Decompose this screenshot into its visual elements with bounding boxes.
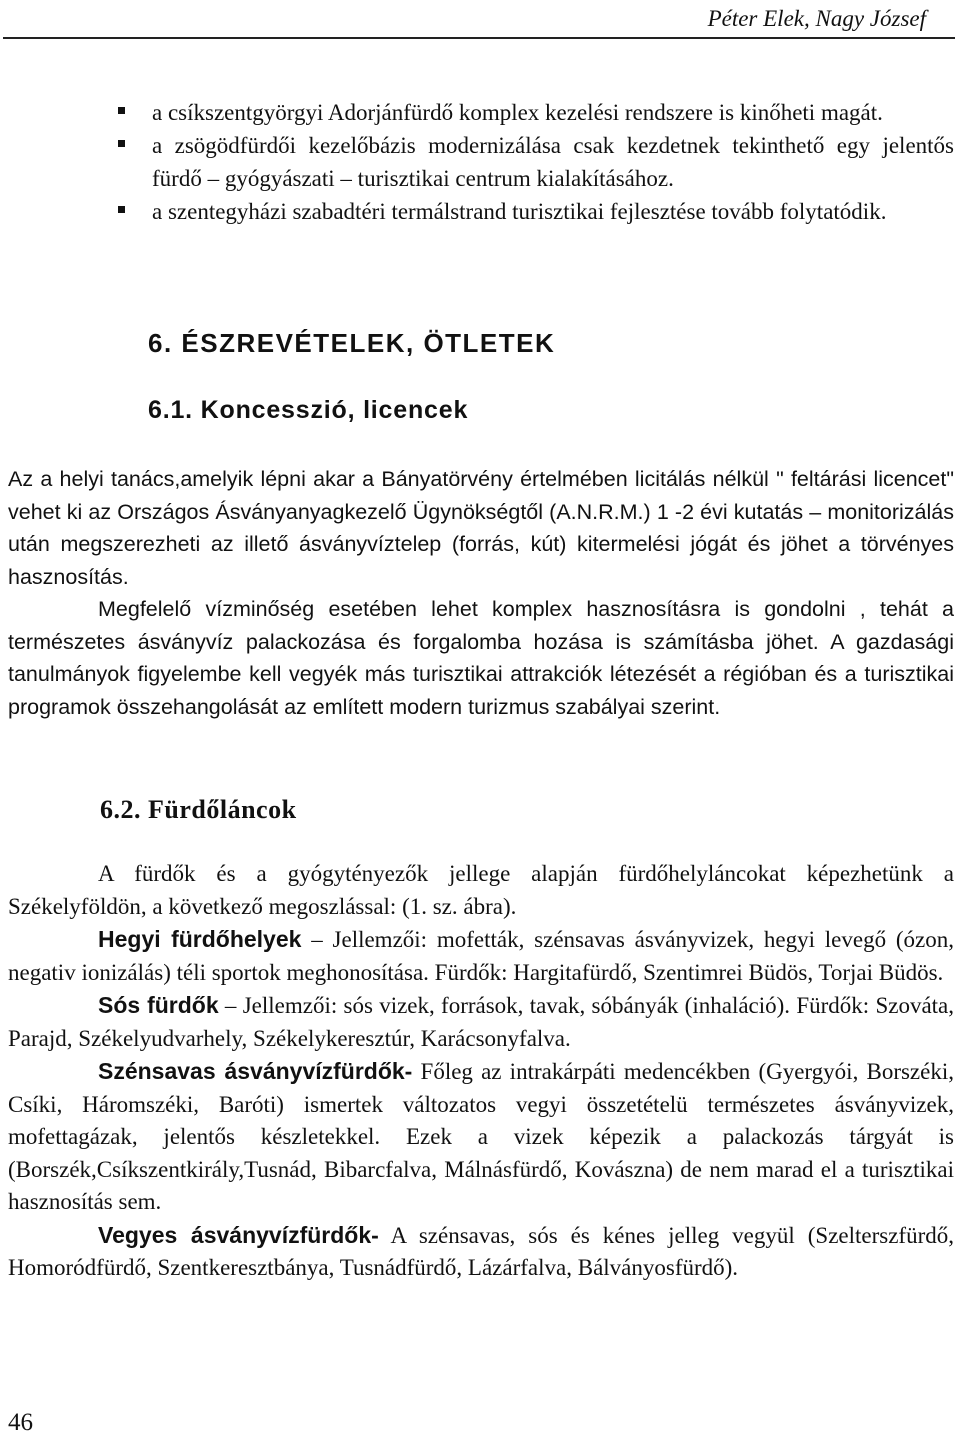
term-text: – Jellemzői: mofetták, szénsavas ásványvizek, hegyi levegő (ózon, negativ ionizálás) téli sportok meghonosítása. Fürdők: Hargitafürdő, Szentimrei Büdös, Torjai Büdös. <box>8 927 954 985</box>
paragraph: Az a helyi tanács,amelyik lépni akar a Bányatörvény értelmében licitálás nélkül " feltárási licencet" vehet ki az Országos Ásványanyagkezelő Ügynökségtől (A.N.R.M.) 1 -2 évi kutatás – monitorizálás után megszerezheti az illető ásványvíztelep (forrás, kút) kitermelési jógát és jöhet a törvényes hasznosítás. <box>8 467 954 589</box>
section-body <box>8 463 954 723</box>
paragraph: Megfelelő vízminőség esetében lehet komplex hasznosításra is gondolni , tehát a természetes ásványvíz palackozása és forgalomba hozása is számításba jöhet. A gazdasági tanulmányok figyelembe kell vegyék más turisztikai attrakciók létezését a régióban és a turisztikai programok összehangolását az említett modern turizmus szabályai szerint. <box>8 597 954 719</box>
subsection-heading: 6.2. Fürdőláncok <box>100 795 297 824</box>
bold-term: Sós fürdők <box>98 992 219 1018</box>
term-text: Főleg az intrakárpáti medencékben (Gyergyói, Borszéki, Csíki, Háromszéki, Baróti) ismertek változatos vegyi összetételü természetes ásványvizek, mofettagázak, jelentős készletekkel. Ezek a vizek képezik a palackozás tárgyát is (Borszék,Csíkszentkirály,Tusnád, Bibarcfalva, Málnásfürdő, Kovászna) de nem marad el a turisztikai hasznosítás sem. <box>8 1059 954 1214</box>
bullet-text: a csíkszentgyörgyi Adorjánfürdő komplex kezelési rendszere is kinőheti magát. <box>152 100 883 125</box>
section-heading: 6. ÉSZREVÉTELEK, ÖTLETEK <box>148 328 556 358</box>
paragraph <box>8 923 954 989</box>
subsection-heading: 6.1. Koncesszió, licencek <box>148 396 469 424</box>
term-text: – Jellemzői: sós vizek, források, tavak, sóbányák (inhaláció). Fürdők: Szováta, Parajd, Székelyudvarhely, Székelykeresztúr, Karácsonyfalva. <box>8 993 954 1051</box>
running-header: Péter Elek, Nagy József <box>707 6 926 31</box>
page-number: 46 <box>8 1409 33 1436</box>
term-text: A szénsavas, sós és kénes jelleg vegyül (Szelterszfürdő, Homoródfürdő, Szentkeresztbánya, Tusnádfürdő, Lázárfalva, Bálványosfürdő). <box>8 1222 954 1280</box>
paragraph: A fürdők és a gyógytényezők jellege alapján fürdőhelyláncokat képezhetünk a Székelyföldön, a következő megoszlással: (1. sz. ábra). <box>8 861 954 919</box>
square-bullet-icon <box>118 206 125 213</box>
bullet-item <box>118 129 954 195</box>
paragraph <box>8 1055 954 1219</box>
paragraph <box>8 1219 954 1285</box>
bullet-list <box>118 96 954 228</box>
bold-term: Hegyi fürdőhelyek <box>98 926 302 952</box>
bullet-text: a zsögödfürdői kezelőbázis modernizálása csak kezdetnek tekinthető egy jelentős fürdő – gyógyászati – turisztikai centrum kialakításához. <box>152 133 954 191</box>
header-rule <box>3 37 955 39</box>
bold-term: Vegyes ásványvízfürdők- <box>98 1221 379 1248</box>
bullet-item <box>118 195 954 228</box>
bullet-item <box>118 96 954 129</box>
section-body <box>8 858 954 1285</box>
bullet-text: a szentegyházi szabadtéri termálstrand turisztikai fejlesztése tovább folytatódik. <box>152 199 887 224</box>
bold-term: Szénsavas ásványvízfürdők- <box>98 1058 413 1084</box>
square-bullet-icon <box>118 107 125 114</box>
paragraph <box>8 989 954 1055</box>
square-bullet-icon <box>118 140 125 147</box>
